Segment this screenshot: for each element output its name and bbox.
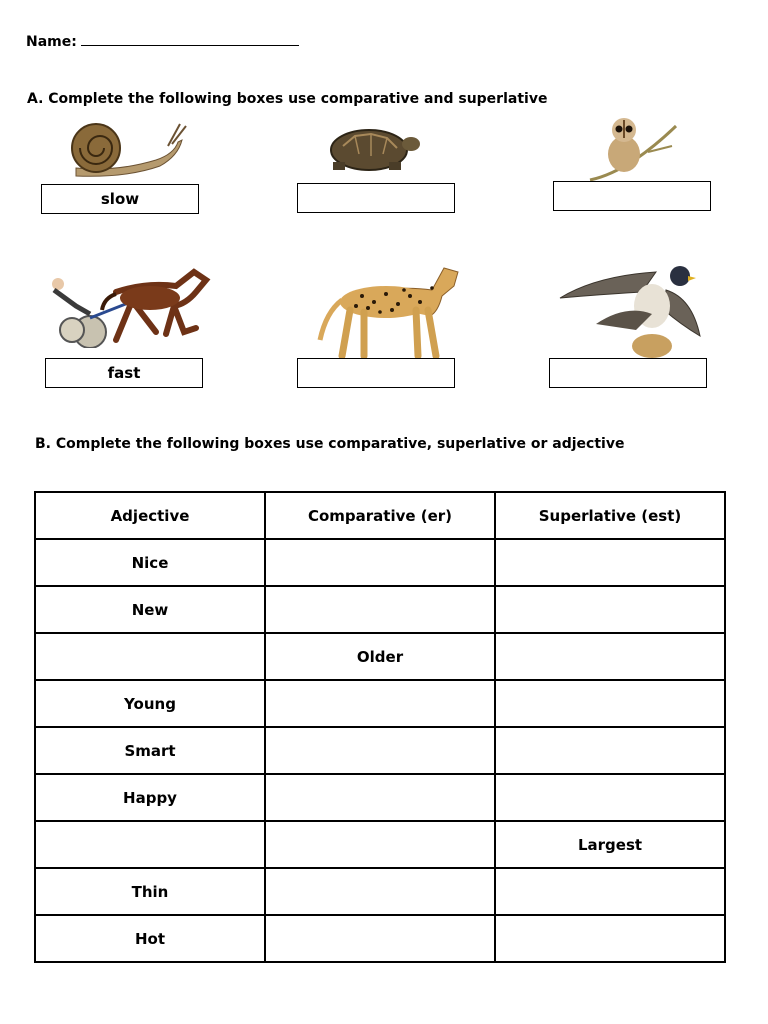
answer-box-turtle[interactable] — [297, 183, 455, 213]
table-row — [35, 868, 725, 915]
cell-superlative[interactable] — [495, 586, 725, 633]
table-header-row — [35, 492, 725, 539]
cell-comparative[interactable] — [265, 586, 495, 633]
cell-adjective[interactable] — [35, 633, 265, 680]
cell-superlative[interactable] — [495, 915, 725, 962]
answer-box-slow-loris[interactable] — [553, 181, 711, 211]
cell-adjective[interactable]: Smart — [35, 727, 265, 774]
cell-comparative[interactable] — [265, 680, 495, 727]
section-a-title: A. Complete the following boxes use comparative and superlative — [27, 91, 548, 107]
cell-superlative[interactable] — [495, 633, 725, 680]
header-adjective: Adjective — [35, 492, 265, 539]
cell-adjective[interactable]: Happy — [35, 774, 265, 821]
adjective-table — [34, 491, 726, 963]
cell-adjective[interactable]: Young — [35, 680, 265, 727]
header-comparative: Comparative (er) — [265, 492, 495, 539]
cell-superlative[interactable] — [495, 727, 725, 774]
table-row — [35, 539, 725, 586]
cell-adjective[interactable]: New — [35, 586, 265, 633]
snail-image — [56, 120, 192, 178]
name-field[interactable] — [26, 33, 299, 50]
cell-comparative[interactable] — [265, 539, 495, 586]
name-blank-line[interactable] — [81, 33, 299, 46]
section-b-title: B. Complete the following boxes use comparative, superlative or adjective — [35, 436, 625, 452]
table-row — [35, 821, 725, 868]
answer-box-horse[interactable]: fast — [45, 358, 203, 388]
answer-box-snail[interactable]: slow — [41, 184, 199, 214]
cell-superlative[interactable] — [495, 774, 725, 821]
cheetah-image — [312, 262, 460, 360]
cell-comparative[interactable] — [265, 774, 495, 821]
cell-adjective[interactable]: Hot — [35, 915, 265, 962]
cell-adjective[interactable]: Nice — [35, 539, 265, 586]
cell-comparative[interactable] — [265, 868, 495, 915]
table-row — [35, 680, 725, 727]
cell-superlative[interactable] — [495, 539, 725, 586]
table-row — [35, 727, 725, 774]
cell-comparative[interactable] — [265, 915, 495, 962]
cell-comparative[interactable]: Older — [265, 633, 495, 680]
header-superlative: Superlative (est) — [495, 492, 725, 539]
table-row — [35, 915, 725, 962]
name-label: Name: — [26, 34, 77, 50]
answer-box-falcon[interactable] — [549, 358, 707, 388]
table-row — [35, 586, 725, 633]
cell-adjective[interactable] — [35, 821, 265, 868]
cell-superlative[interactable] — [495, 680, 725, 727]
falcon-image — [556, 264, 704, 360]
cell-superlative[interactable]: Largest — [495, 821, 725, 868]
cell-comparative[interactable] — [265, 727, 495, 774]
table-row — [35, 774, 725, 821]
answer-box-cheetah[interactable] — [297, 358, 455, 388]
cell-adjective[interactable]: Thin — [35, 868, 265, 915]
slow-loris-image — [588, 116, 678, 182]
racing-horse-image — [46, 262, 218, 348]
cell-superlative[interactable] — [495, 868, 725, 915]
table-row — [35, 633, 725, 680]
cell-comparative[interactable] — [265, 821, 495, 868]
turtle-image — [325, 124, 421, 174]
